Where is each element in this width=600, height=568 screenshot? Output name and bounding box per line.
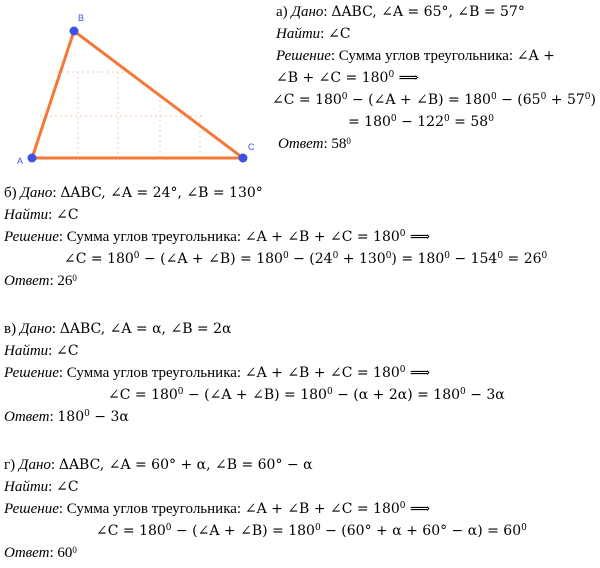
part-a-solution-line-2: ∠B + ∠C = $180^0$ ⟹ (276, 70, 419, 86)
construction-lines (40, 72, 205, 158)
vertex-a-label: A (17, 156, 24, 166)
part-b-given-line: б) Дано: ΔABC, ∠A = 24°, ∠B = 130° (4, 185, 263, 201)
answer-label: Ответ (278, 136, 324, 152)
part-a-given-line: а) Дано: ΔABC, ∠A = 65°, ∠B = 57° (276, 4, 525, 20)
part-c-solution-line-2: ∠C = $180^0$ − (∠A + ∠B) = $180^0 - (\alpha + 2\alpha) = 180^0 - 3\alpha$ (108, 387, 505, 403)
part-a-find-line: Найти: ∠C (276, 26, 351, 42)
find-label: Найти (276, 26, 321, 42)
part-a-solution-line-4: = $180^0 - 122^0 = 58^0$ (348, 114, 494, 130)
part-d-given: ΔABC, ∠A = 60° + α, ∠B = 60° − α (58, 457, 313, 473)
part-b-solution-line-2: ∠C = $180^0$ − (∠A + ∠B) = $180^0 - (24^0 + 130^0) = 180^0 - 154^0 = 26^0$ (64, 251, 548, 267)
part-b-marker: б) (4, 185, 17, 201)
part-c-given: ΔABC, ∠A = α, ∠B = 2α (59, 321, 232, 337)
solution-label: Решение (276, 48, 331, 64)
triangle-abc (32, 31, 243, 158)
sum-angles-text: Сумма углов треугольника (338, 48, 509, 64)
part-a-solution-line-1: Решение: Сумма углов треугольника: ∠A + (276, 48, 555, 64)
part-a-given: ΔABC, ∠A = 65°, ∠B = 57° (331, 4, 525, 20)
given-label: Дано (291, 4, 324, 20)
vertex-a-point (28, 154, 37, 163)
vertex-b-point (70, 27, 79, 36)
vertex-c-point (239, 154, 248, 163)
part-d-solution-line-2: ∠C = $180^0$ − (∠A + ∠B) = $180^0 - (60^\circ + \alpha + 60^\circ - \alpha) = 60^0$ (96, 523, 527, 539)
part-d-answer-line: Ответ: $60^0$ (4, 545, 77, 561)
vertex-c-label: C (248, 142, 255, 152)
part-d-marker: г) (4, 457, 16, 473)
part-d-solution-line-1: Решение: Сумма углов треугольника: ∠A + ∠B + ∠C = $180^0$ ⟹ (4, 501, 431, 517)
part-b-answer: 26 (57, 273, 73, 289)
part-d-answer: 60 (57, 545, 73, 561)
part-d-given-line: г) Дано: ΔABC, ∠A = 60° + α, ∠B = 60° − α (4, 457, 313, 473)
part-c-marker: в) (4, 321, 17, 337)
part-b-given: ΔABC, ∠A = 24°, ∠B = 130° (60, 185, 263, 201)
part-a-solution-line-3: ∠C = $180^0$ − (∠A + ∠B) = $180^0 - (65^0 + 57^0)$ (272, 92, 596, 108)
part-a-find: ∠C (328, 26, 351, 42)
part-c-find-line: Найти: ∠C (4, 343, 79, 359)
part-a-marker: а) (276, 4, 288, 20)
part-c-answer-line: Ответ: $180^0 - 3\alpha$ (4, 409, 129, 425)
part-c-given-line: в) Дано: ΔABC, ∠A = α, ∠B = 2α (4, 321, 232, 337)
part-b-answer-line: Ответ: $26^0$ (4, 273, 77, 289)
part-b-solution-line-1: Решение: Сумма углов треугольника: ∠A + ∠B + ∠C = $180^0$ ⟹ (4, 229, 431, 245)
part-d-find-line: Найти: ∠C (4, 479, 79, 495)
triangle-figure (0, 0, 270, 175)
part-c-answer: $180^0 - 3\alpha$ (57, 409, 129, 425)
part-b-find-line: Найти: ∠C (4, 207, 79, 223)
part-a-answer: 58 (331, 136, 347, 152)
part-a-answer-line: Ответ: $58^0$ (278, 136, 351, 152)
vertex-b-label: B (78, 13, 85, 23)
part-c-solution-line-1: Решение: Сумма углов треугольника: ∠A + ∠B + ∠C = $180^0$ ⟹ (4, 365, 431, 381)
